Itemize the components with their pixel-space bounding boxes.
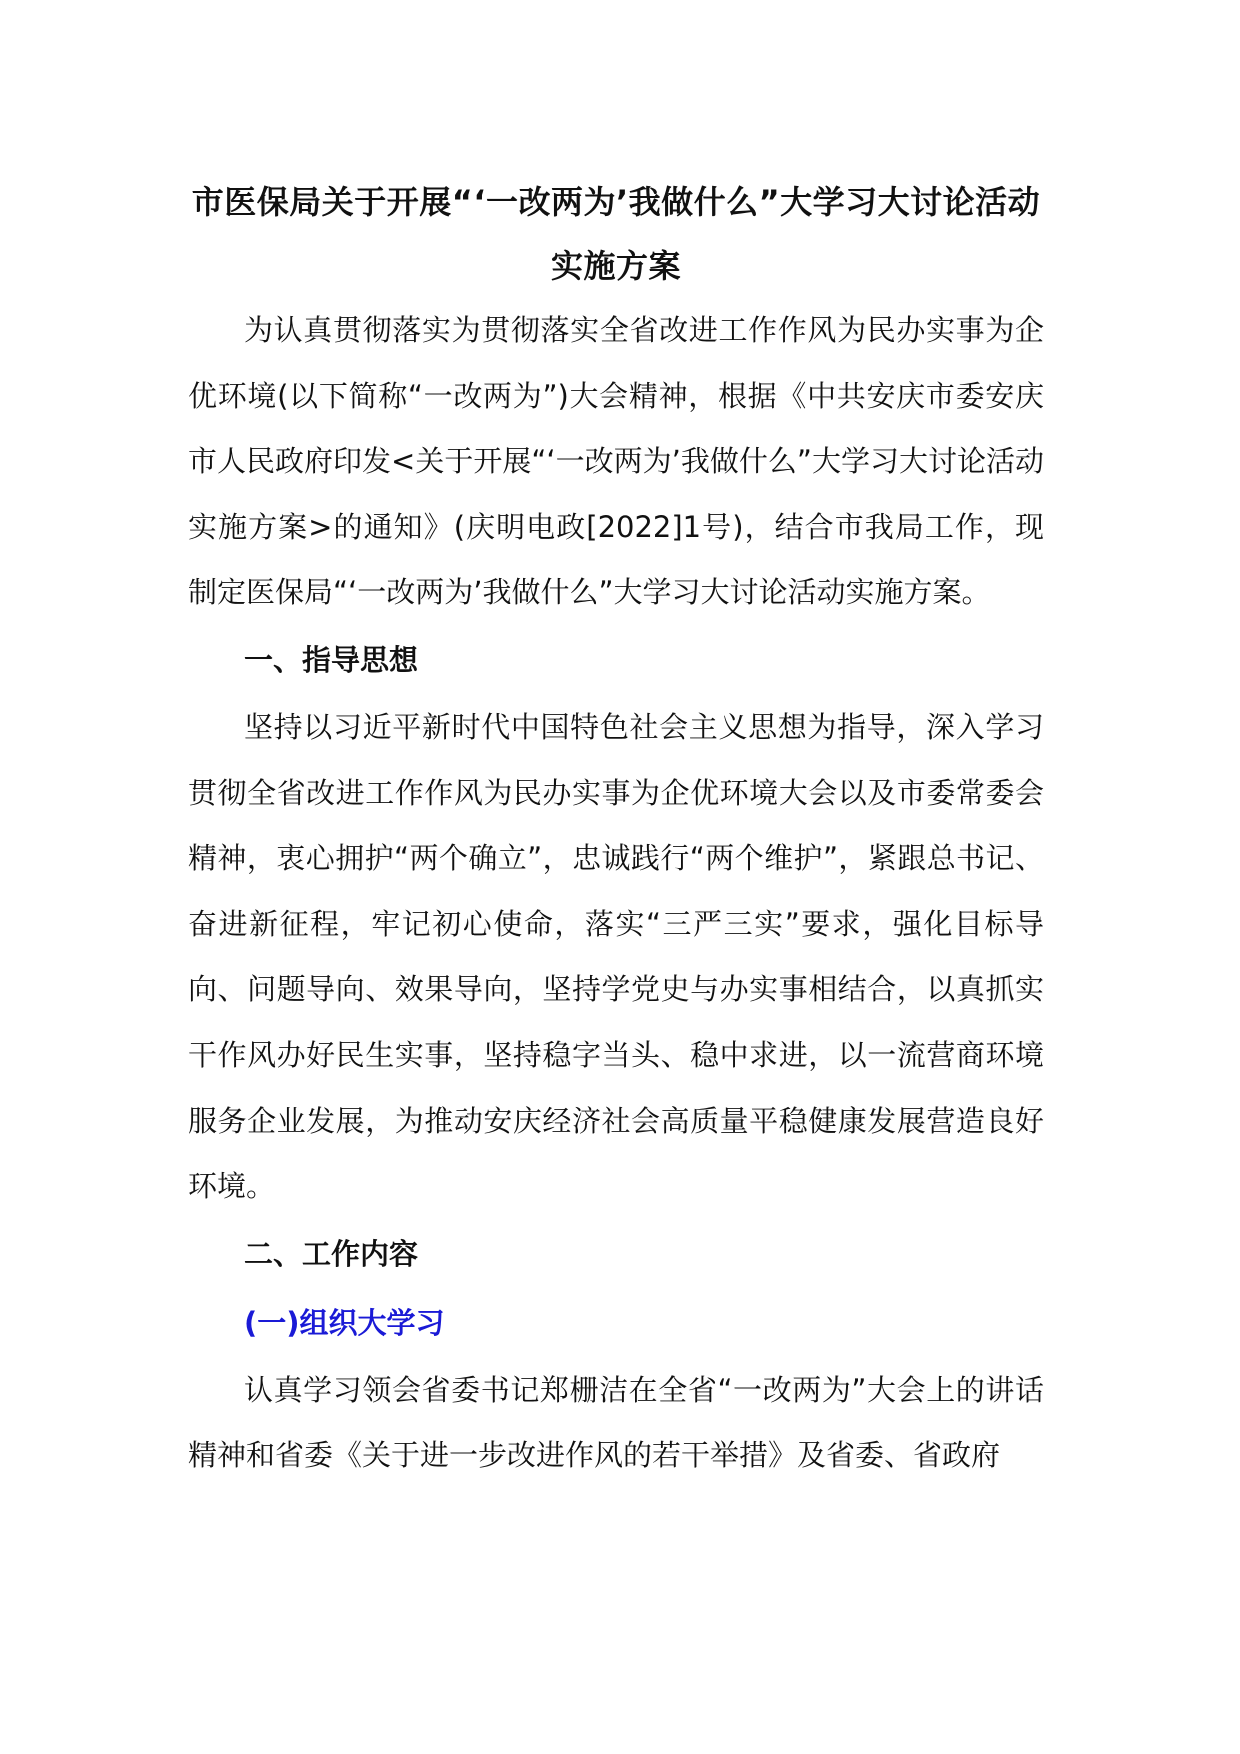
- intro-paragraph: 为认真贯彻落实为贯彻落实全省改进工作作风为民办实事为企优环境(以下简称“一改两为”)大会精神，根据《中共安庆市委安庆市人民政府印发<关于开展“‘一改两为’我做什么”大学习大讨论活动实施方案>的通知》(庆明电政[2022]1号)，结合市我局工作，现制定医保局“‘一改两为’我做什么”大学习大讨论活动实施方案。: [188, 313, 1044, 610]
- section-heading-work-content: 二、工作内容: [244, 1236, 419, 1271]
- guiding-ideology-paragraph: 坚持以习近平新时代中国特色社会主义思想为指导，深入学习贯彻全省改进工作作风为民办实事为企优环境大会以及市委常委会精神，衷心拥护“两个确立”，忠诚践行“两个维护”，紧跟总书记、奋进新征程，牢记初心使命，落实“三严三实”要求，强化目标导向、问题导向、效果导向，坚持学党史与办实事相结合，以真抓实干作风办好民生实事，坚持稳字当头、稳中求进，以一流营商环境服务企业发展，为推动安庆经济社会高质量平稳健康发展营造良好环境。: [188, 709, 1044, 1204]
- organize-study-paragraph: 认真学习领会省委书记郑栅洁在全省“一改两为”大会上的讲话精神和省委《关于进一步改进作风的若干举措》及省委、省政府: [188, 1372, 1044, 1473]
- section-heading-guiding-ideology: 一、指导思想: [244, 642, 419, 677]
- subheading-organize-study: (一)组织大学习: [244, 1305, 445, 1340]
- document-title: 市医保局关于开展“‘一改两为’我做什么”大学习大讨论活动实施方案: [191, 183, 1041, 285]
- document-body: [188, 170, 1044, 1489]
